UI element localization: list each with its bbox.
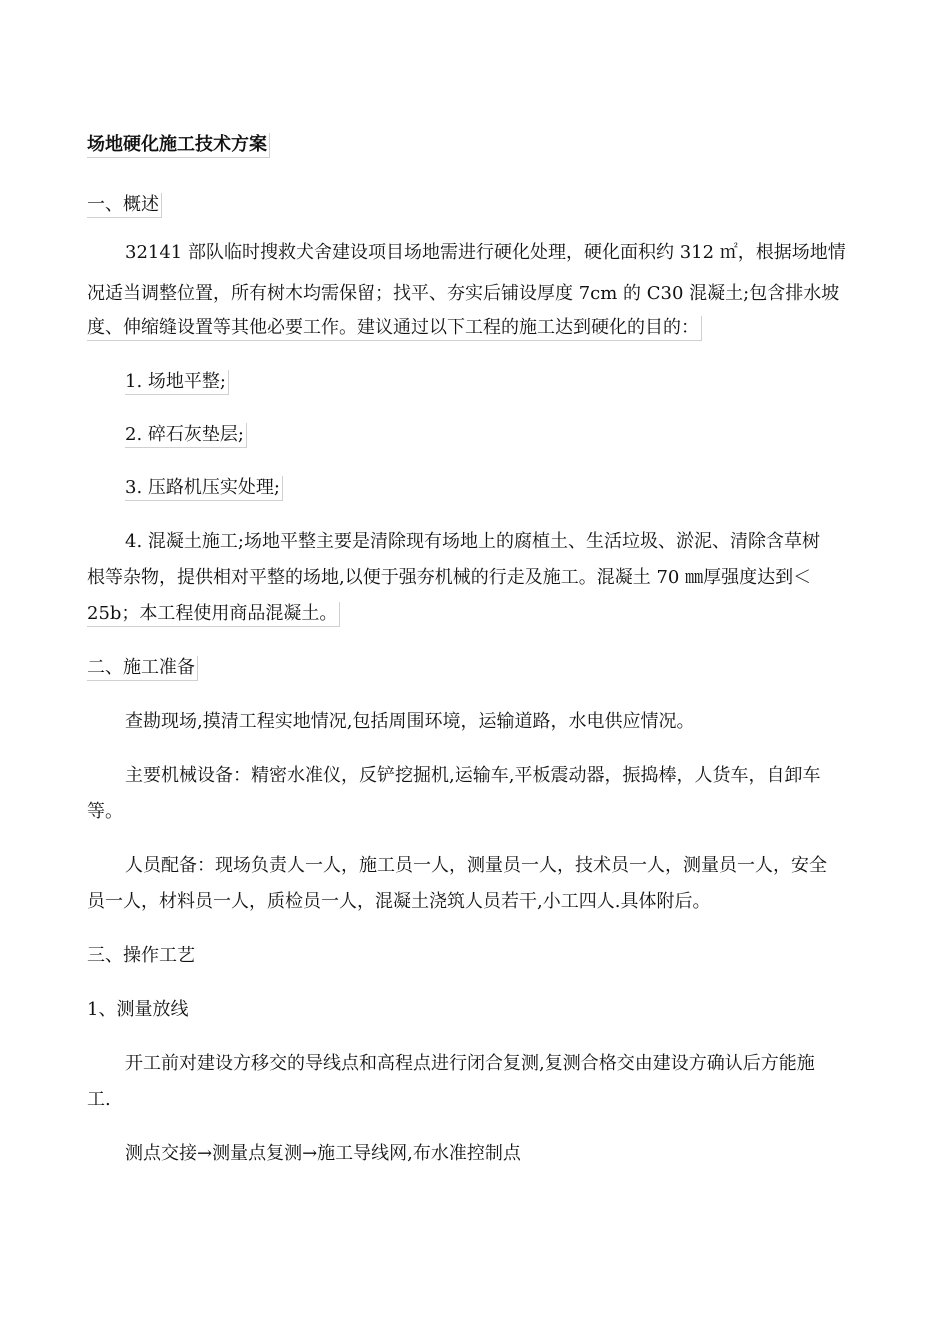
paragraph-line: 人员配备：现场负责人一人，施工员一人，测量员一人，技术员一人，测量员一人，安全 [125,855,827,876]
paragraph-line: 根等杂物，提供相对平整的场地,以便于强夯机械的行走及施工。混凝土 70 ㎜厚强度达到＜ [87,567,812,588]
section-heading-preparation: 二、施工准备 [87,656,198,681]
list-item: 4. 混凝土施工;场地平整主要是清除现有场地上的腐植土、生活垃圾、淤泥、清除含草树 [125,531,820,552]
paragraph-line: 查勘现场,摸清工程实地情况,包括周围环境，运输道路，水电供应情况。 [125,711,695,732]
paragraph-line: 等。 [87,801,123,822]
paragraph-line: 32141 部队临时搜救犬舍建设项目场地需进行硬化处理，硬化面积约 312 ㎡，根据场地情 [125,242,846,263]
paragraph-line: 工. [87,1089,111,1110]
paragraph-line: 员一人，材料员一人，质检员一人，混凝土浇筑人员若干,小工四人.具体附后。 [87,891,711,912]
list-item: 2. 碎石灰垫层; [125,423,247,448]
document-title: 场地硬化施工技术方案 [87,133,270,158]
section-heading-process: 三、操作工艺 [87,945,195,966]
paragraph-line: 度、伸缩缝设置等其他必要工作。建议通过以下工程的施工达到硬化的目的： [87,316,702,341]
paragraph-line: 测点交接→测量点复测→施工导线网,布水准控制点 [125,1143,521,1164]
paragraph-line: 25b；本工程使用商品混凝土。 [87,602,340,627]
subsection-heading: 1、测量放线 [87,999,189,1020]
list-item: 3. 压路机压实处理; [125,476,283,501]
paragraph-line: 况适当调整位置，所有树木均需保留；找平、夯实后铺设厚度 7cm 的 C30 混凝土;包含排水坡 [87,283,840,304]
paragraph-line: 开工前对建设方移交的导线点和高程点进行闭合复测,复测合格交由建设方确认后方能施 [125,1053,815,1074]
section-heading-overview: 一、概述 [87,193,162,218]
list-item: 1. 场地平整; [125,370,229,395]
paragraph-line: 主要机械设备：精密水准仪，反铲挖掘机,运输车,平板震动器，振捣棒，人货车，自卸车 [125,765,821,786]
